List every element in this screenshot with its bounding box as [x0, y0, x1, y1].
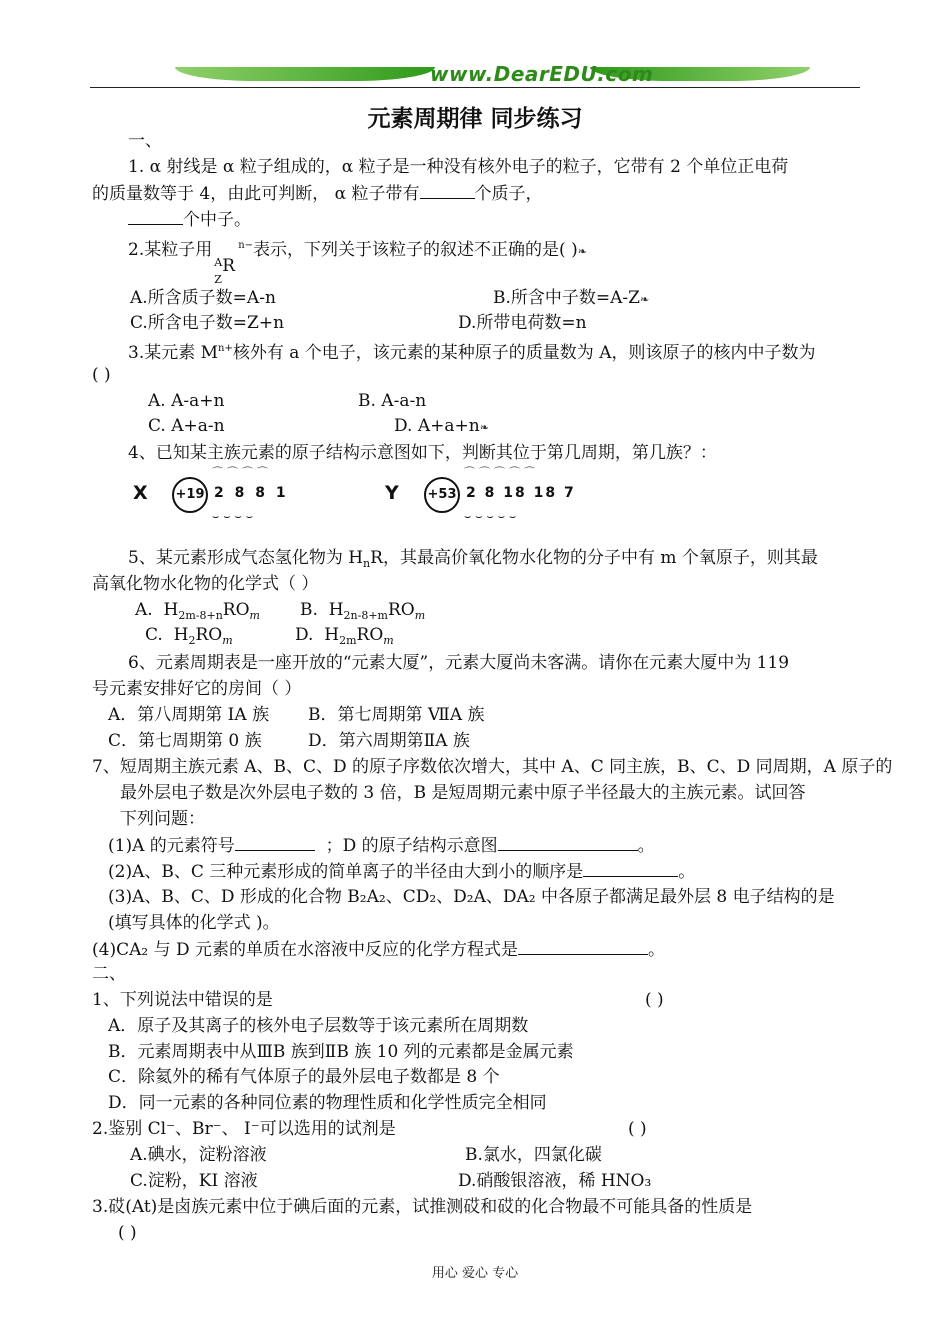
q5-option-b-label: B. [300, 600, 318, 620]
section-1-heading: 一、 [128, 131, 162, 151]
q5-option-b-sub: 2n-8+m [343, 609, 388, 622]
q2-option-d: D.所带电荷数=n [458, 313, 587, 333]
s2q2-option-b: B.氯水，四氯化碳 [465, 1145, 602, 1165]
page-title: 元素周期律 同步练习 [367, 106, 583, 132]
q7-part4 [92, 938, 665, 961]
q2-option-c: C.所含电子数=Z+n [130, 313, 285, 333]
s2q2-option-d: D.硝酸银溶液，稀 HNO₃ [458, 1171, 652, 1191]
logo-swoosh-left [175, 67, 435, 81]
q7-blank-diagram[interactable] [498, 834, 638, 851]
section-2-heading: 二、 [92, 964, 126, 984]
s2q1-option-c: C．除氦外的稀有气体原子的最外层电子数都是 8 个 [108, 1067, 500, 1087]
q3-option-a: A. A-a+n [148, 391, 225, 411]
q7-part3-line2: (填写具体的化学式 )。 [108, 913, 280, 933]
q7-part3-line1: (3)A、B、C、D 形成的化合物 B₂A₂、CD₂、D₂A、DA₂ 中各原子都满足最外层 8 电子结构的是 [108, 887, 835, 907]
q1-blank-protons[interactable] [420, 182, 475, 199]
q7-part4-a: (4)CA₂ 与 D 元素的单质在水溶液中反应的化学方程式是 [92, 940, 519, 960]
q5-option-a-label: A. [135, 600, 153, 620]
q5-line1-a: 5、某元素形成气态氢化物为 H [128, 548, 364, 568]
site-logo: www.DearEDU.com [430, 62, 654, 86]
q7-part1-a: (1)A 的元素符号 [108, 836, 235, 856]
q5-line1-sub: n [363, 557, 371, 570]
q7-line2: 最外层电子数是次外层电子数的 3 倍，B 是短周期元素中原子半径最大的主族元素。试回答 [120, 783, 806, 803]
atom-y-shells: 2 8 18 18 7 [466, 485, 576, 501]
q5-option-c [145, 624, 233, 652]
site-header [90, 62, 860, 92]
q2-stem-b: 表示，下列关于该粒子的叙述不正确的是( ) [253, 240, 578, 260]
q7-part1-b: ；D 的原子结构示意图 [325, 836, 498, 856]
q7-blank-equation[interactable] [518, 938, 648, 955]
q3-option-d [394, 415, 489, 439]
s2q2-option-c: C.淀粉，KI 溶液 [130, 1171, 258, 1191]
atom-y-nucleus: +53 [424, 477, 460, 513]
q5-option-d-ro: RO [356, 625, 384, 645]
q6-line1: 6、元素周期表是一座开放的“元素大厦”，元素大厦尚未客满。请你在元素大厦中为 119 [128, 653, 790, 673]
q5-option-a [135, 599, 260, 627]
s2q2-option-a: A.碘水，淀粉溶液 [130, 1145, 267, 1165]
q3-option-d-text: D. A+a+n [394, 416, 480, 436]
q5-option-c-h: H [173, 625, 189, 645]
q6-option-b: B．第七周期第 ⅦA 族 [308, 705, 485, 725]
q7-part2-a: (2)A、B、C 三种元素形成的简单离子的半径由大到小的顺序是 [108, 862, 584, 882]
q1-line2-tail: 个质子， [474, 184, 543, 204]
q6-line2: 号元素安排好它的房间（ ） [92, 679, 302, 699]
q1-line2 [92, 182, 543, 205]
q4-stem: 4、已知某主族元素的原子结构示意图如下，判断其位于第几周期，第几族？： [128, 443, 717, 463]
q2-stem-a: 2.某粒子用 [128, 240, 213, 260]
q2-element-R: R [222, 256, 236, 276]
q5-option-d [295, 624, 394, 652]
s2q1-option-a: A．原子及其离子的核外电子层数等于该元素所在周期数 [108, 1016, 529, 1036]
s2q3-line1: 3.砹(At)是卤族元素中位于碘后面的元素，试推测砹和砹的化合物最不可能具备的性质是 [92, 1197, 753, 1217]
s2q1-option-d: D．同一元素的各种同位素的物理性质和化学性质完全相同 [108, 1093, 547, 1113]
q3-line1-a: 3.某元素 M [128, 343, 219, 363]
q7-blank-radius[interactable] [583, 860, 678, 877]
atom-x-shell-arcs-bottom: ⌣⌣⌣⌣ [212, 510, 257, 523]
q6-option-d: D．第六周期第ⅡA 族 [308, 731, 470, 751]
q5-option-a-ro: RO [222, 600, 250, 620]
q2-option-a: A.所含质子数=A-n [130, 288, 276, 308]
s2q3-line2: ( ) [118, 1223, 137, 1243]
q5-option-d-sub: 2m [339, 634, 357, 647]
s2q2-paren: ( ) [628, 1119, 647, 1139]
q5-option-b-ro: RO [388, 600, 415, 620]
q7-part1-c: 。 [637, 836, 655, 856]
q2-mass-number: A [214, 256, 223, 269]
q3-line1 [128, 338, 815, 364]
q6-option-a: A．第八周期第 IA 族 [108, 705, 270, 725]
s2q1-option-b: B．元素周期表中从ⅢB 族到ⅡB 族 10 列的元素都是金属元素 [108, 1042, 574, 1062]
q5-option-a-m: m [249, 609, 260, 622]
q7-part1 [108, 834, 655, 857]
atom-y-shell-arcs-bottom: ⌣⌣⌣⌣⌣ [464, 510, 521, 523]
q5-option-b-m: m [414, 609, 426, 622]
atom-x-shells: 2 8 8 1 [214, 485, 289, 501]
q5-option-d-h: H [324, 625, 340, 645]
q3-line2: ( ) [92, 365, 111, 385]
q5-line1 [128, 547, 818, 575]
q1-blank-neutrons[interactable] [128, 208, 183, 225]
q1-line2-text: 的质量数等于 4，由此可判断， α 粒子带有 [92, 184, 420, 204]
mouse-icon: ❧ [639, 293, 650, 306]
q5-option-b-h: H [328, 600, 344, 620]
atom-y-shell-arcs-top: ⌒⌒⌒⌒⌒ [464, 466, 539, 479]
q1-line3-text: 个中子。 [183, 210, 251, 230]
q5-option-c-ro: RO [195, 625, 223, 645]
q2-charge: n− [238, 240, 254, 251]
q7-part2 [108, 860, 695, 883]
q5-line2: 高氧化物水化物的化学式（ ） [92, 574, 319, 594]
q7-blank-symbol[interactable] [235, 834, 315, 851]
atom-x-label: X [133, 482, 148, 504]
q3-option-c: C. A+a-n [148, 416, 225, 436]
q1-line3 [128, 208, 251, 231]
mouse-icon: ❧ [479, 421, 489, 434]
page-footer: 用心 爱心 专心 [431, 1266, 519, 1281]
s2q1-paren: ( ) [645, 990, 664, 1010]
q2-option-b [493, 287, 649, 311]
q5-option-c-sub: 2 [188, 634, 196, 647]
q7-line3: 下列问题： [120, 809, 205, 829]
q5-option-d-m: m [383, 634, 394, 647]
q5-option-d-label: D. [295, 625, 314, 645]
s2q2-stem: 2.鉴别 Cl⁻、Br⁻、 I⁻可以选用的试剂是 [92, 1119, 396, 1139]
atom-x-shell-arcs-top: ⌒⌒⌒⌒ [212, 466, 272, 479]
q5-line1-b: R，其最高价氧化物水化物的分子中有 m 个氧原子，则其最 [370, 548, 818, 568]
header-rule [90, 87, 860, 88]
q7-part4-b: 。 [648, 940, 666, 960]
q2-stem [128, 235, 587, 286]
q3-charge: n+ [218, 343, 233, 354]
q5-option-a-sub: 2m-8+n [178, 609, 223, 622]
q5-option-c-label: C. [145, 625, 163, 645]
mouse-icon: ❧ [577, 245, 587, 258]
atom-x-nucleus: +19 [172, 477, 208, 513]
s2q1-stem: 1、下列说法中错误的是 [92, 990, 273, 1010]
q1-line1: 1. α 射线是 α 粒子组成的，α 粒子是一种没有核外电子的粒子，它带有 2 个单位正电荷 [128, 157, 789, 177]
q3-option-b: B. A-a-n [358, 391, 427, 411]
q5-option-c-m: m [222, 634, 233, 647]
q3-line1-b: 核外有 a 个电子，该元素的某种原子的质量数为 A，则该原子的核内中子数为 [232, 343, 816, 363]
q6-option-c: C．第七周期第 0 族 [108, 731, 262, 751]
q7-line1: 7、短周期主族元素 A、B、C、D 的原子序数依次增大，其中 A、C 同主族，B、C、D 同周期，A 原子的 [92, 757, 893, 777]
atom-y-label: Y [385, 482, 399, 504]
q5-option-b [300, 599, 425, 627]
q2-atomic-number: Z [214, 273, 222, 286]
q2-option-b-text: B.所含中子数=A-Z [493, 288, 640, 308]
q7-part2-b: 。 [678, 862, 696, 882]
q5-option-a-h: H [163, 600, 179, 620]
